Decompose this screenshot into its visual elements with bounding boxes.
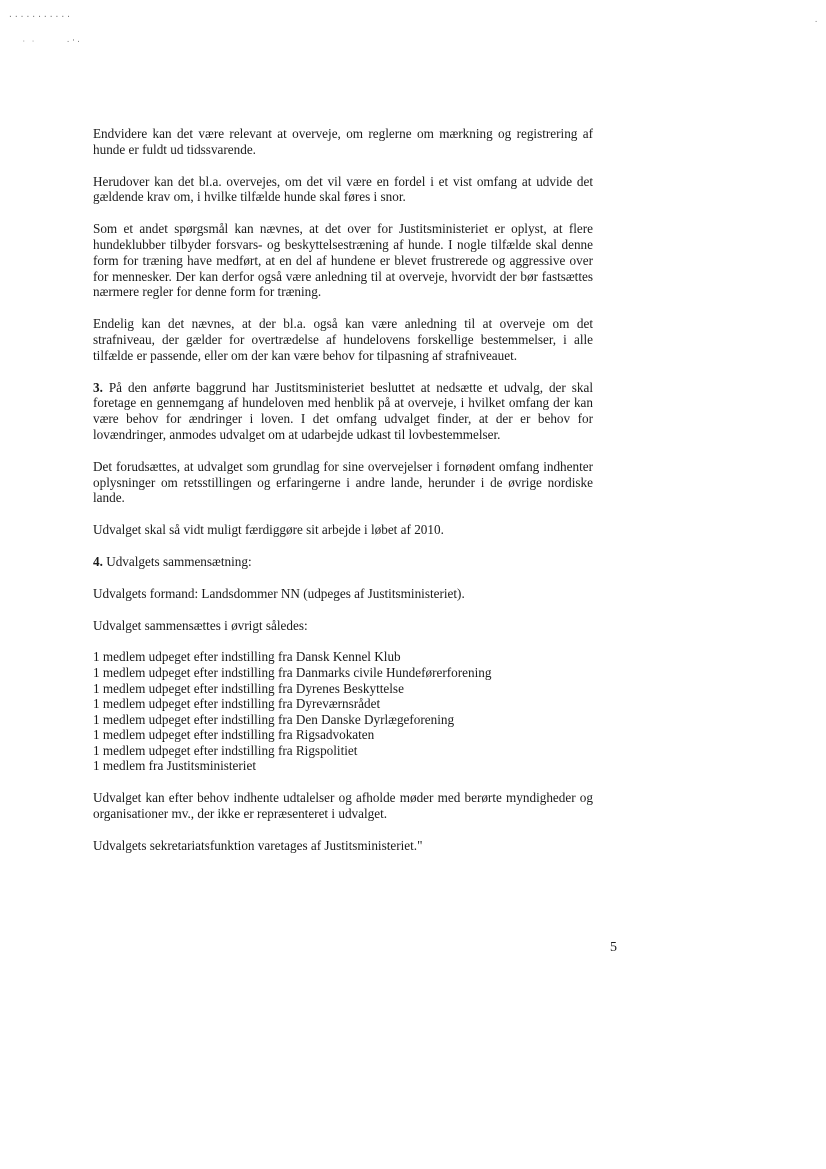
section-number: 3.: [93, 379, 103, 395]
paragraph-composition-intro: Udvalget sammensættes i øvrigt således:: [93, 617, 308, 633]
member-list: [93, 649, 593, 774]
list-item: 1 medlem udpeget efter indstilling fra Rigspolitiet: [93, 742, 358, 758]
document-body: [93, 126, 593, 853]
paragraph-composition-heading: [93, 554, 593, 570]
paragraph-secretariat: Udvalgets sekretariatsfunktion varetages af Justitsministeriet.": [93, 837, 423, 853]
paragraph-hearings: Udvalget kan efter behov indhente udtalelser og afholde møder med berørte myndigheder og organisationer mv., der ikke er repræsenteret i udvalget.: [93, 790, 593, 821]
paragraph-chairman: Udvalgets formand: Landsdommer NN (udpeges af Justitsministeriet).: [93, 585, 465, 601]
scan-artifact-dots: ...........: [8, 10, 72, 19]
list-item: 1 medlem udpeget efter indstilling fra Den Danske Dyrlægeforening: [93, 711, 455, 727]
list-item: 1 medlem udpeget efter indstilling fra Rigsadvokaten: [93, 727, 375, 743]
list-item: 1 medlem udpeget efter indstilling fra Dyrenes Beskyttelse: [93, 680, 404, 696]
paragraph-protection-training: Som et andet spørgsmål kan nævnes, at det over for Justitsministeriet er oplyst, at flere hundeklubber tilbyder forsvars- og beskyttelsestræning af hunde. I nogle tilfælde skal denne form for træning have medført, at en del af hundene er blevet frustrerede og aggressive over for mennesker. Der kan derfor også være anledning til at overveje, hvorvidt der bør fastsættes nærmere regler for denne form for træning.: [93, 221, 593, 300]
section-number: 4.: [93, 553, 103, 569]
paragraph-text: På den anførte baggrund har Justitsministeriet besluttet at nedsætte et udvalg, der skal foretage en gennemgang af hundeloven med henblik på at overveje, i hvilket omfang der kan være behov for ændringer i loven. I det omfang udvalget finder, at der er behov for lovændringer, anmodes udvalget om at udarbejde udkast til lovbestemmelser.: [93, 379, 593, 442]
paragraph-penalty-level: Endelig kan det nævnes, at der bl.a. også kan være anledning til at overveje om det strafniveau, der gælder for overtrædelse af hundelovens forskellige bestemmelser, i alle tilfælde er passende, eller om der kan være behov for tilpasning af strafniveauet.: [93, 316, 593, 363]
list-item: 1 medlem fra Justitsministeriet: [93, 758, 256, 774]
list-item: 1 medlem udpeget efter indstilling fra Dansk Kennel Klub: [93, 649, 401, 665]
scan-artifact-speck: ·'·: [66, 38, 82, 46]
paragraph-leash-requirements: Herudover kan det bl.a. overvejes, om det vil være en fordel i et vist omfang at udvide det gældende krav om, i hvilke tilfælde hunde skal føres i snor.: [93, 173, 593, 205]
scan-artifact-edge-mark: ·: [814, 18, 820, 26]
paragraph-text: Udvalgets sammensætning:: [102, 553, 252, 569]
paragraph-committee-decision: [93, 380, 593, 443]
list-item: 1 medlem udpeget efter indstilling fra Danmarks civile Hundeførerforening: [93, 664, 492, 680]
scan-artifact-specks: · ·: [22, 38, 36, 45]
paragraph-foreign-experience: Det forudsættes, at udvalget som grundlag for sine overvejelser i fornødent omfang indhenter oplysninger om retsstillingen og erfaringerne i andre lande, herunder i de øvrige nordiske lande.: [93, 458, 593, 506]
page-number: 5: [610, 940, 617, 955]
list-item: 1 medlem udpeget efter indstilling fra Dyreværnsrådet: [93, 696, 381, 712]
paragraph-deadline: Udvalget skal så vidt muligt færdiggøre sit arbejde i løbet af 2010.: [93, 522, 444, 538]
paragraph-marking-registration: Endvidere kan det være relevant at overveje, om reglerne om mærkning og registrering af hunde er fuldt ud tidssvarende.: [93, 126, 593, 157]
